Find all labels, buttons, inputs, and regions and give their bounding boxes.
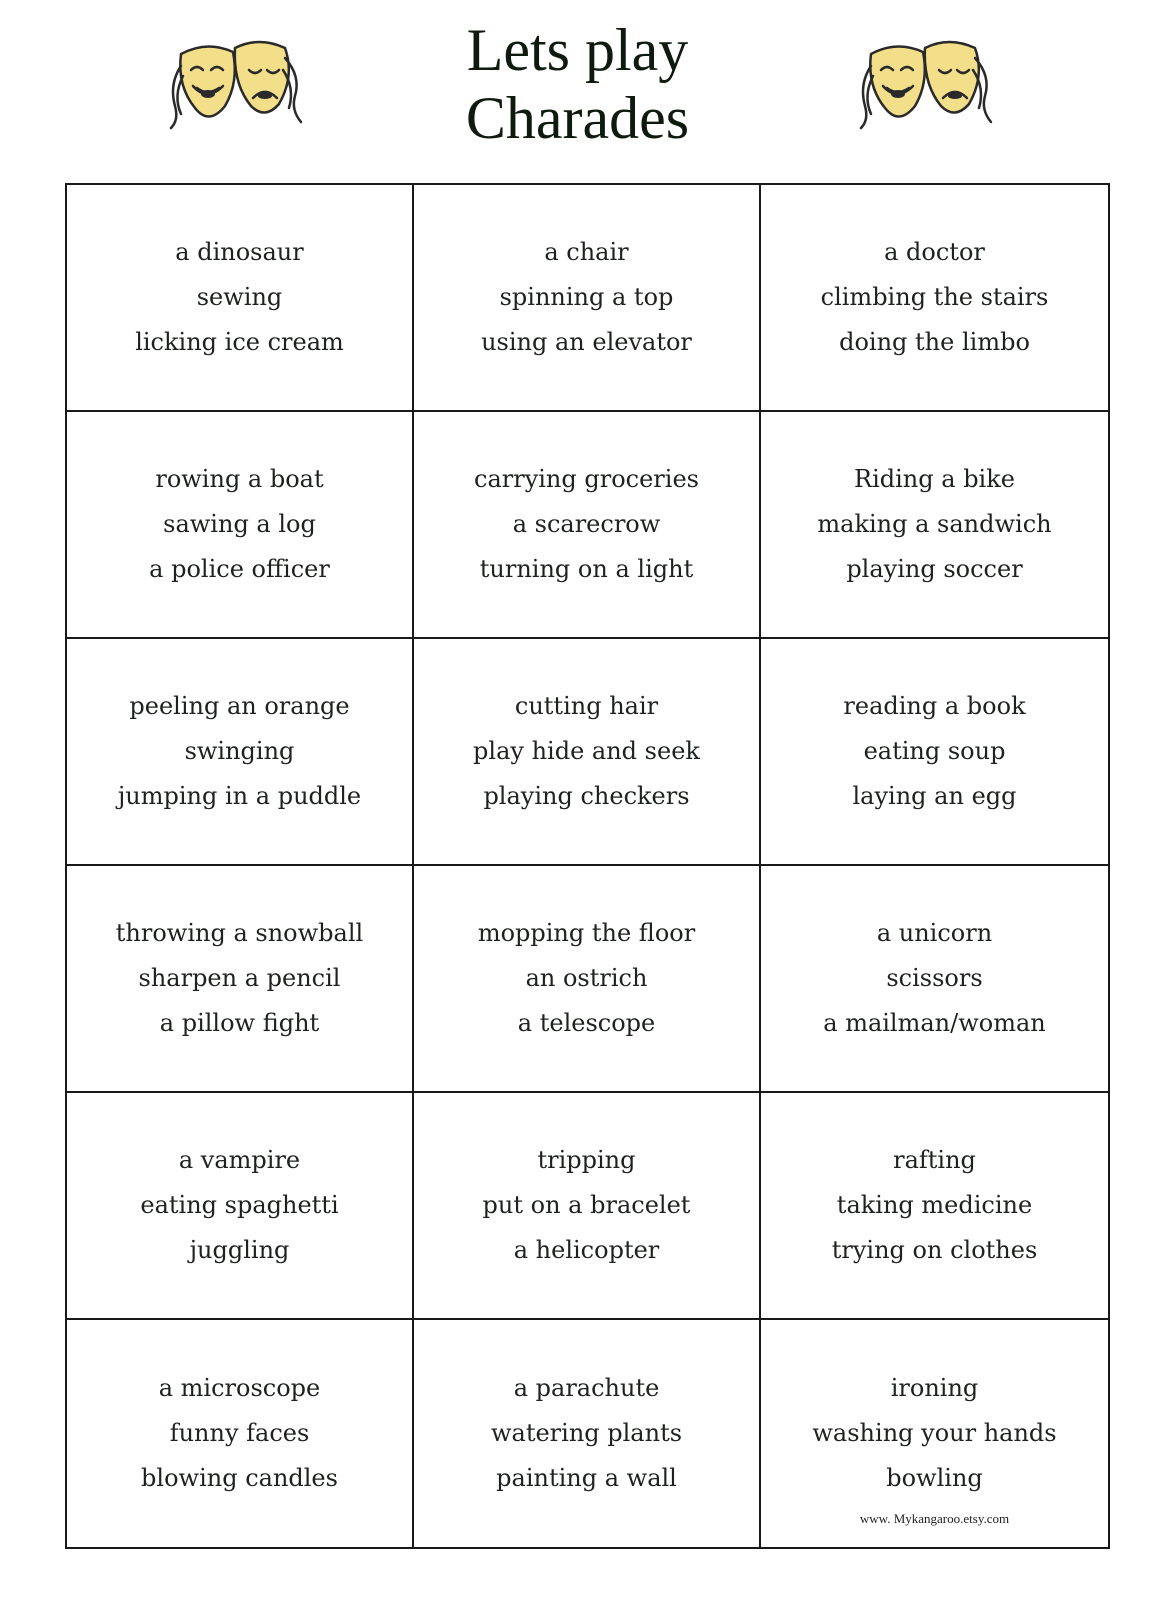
charade-phrase: playing checkers xyxy=(483,782,690,810)
charade-phrase: a chair xyxy=(544,238,629,266)
charade-phrase: put on a bracelet xyxy=(482,1191,691,1219)
charade-card xyxy=(761,412,1108,639)
charade-phrase: a mailman/woman xyxy=(823,1009,1046,1037)
charade-phrase: reading a book xyxy=(843,692,1026,720)
charade-card xyxy=(761,639,1108,866)
charade-phrase: carrying groceries xyxy=(474,465,699,493)
title-line-1: Lets play xyxy=(466,17,689,83)
charades-card-grid xyxy=(65,183,1110,1549)
charade-phrase: watering plants xyxy=(490,1419,683,1447)
charade-phrase: a microscope xyxy=(158,1374,321,1402)
charade-phrase: eating soup xyxy=(863,737,1006,765)
charade-card xyxy=(414,639,761,866)
charade-phrase: eating spaghetti xyxy=(140,1191,339,1219)
header xyxy=(0,0,1155,175)
charade-card xyxy=(414,412,761,639)
charade-card xyxy=(67,412,414,639)
charade-phrase: doing the limbo xyxy=(839,328,1030,356)
charade-phrase: using an elevator xyxy=(481,328,692,356)
charade-phrase: licking ice cream xyxy=(135,328,344,356)
charade-card xyxy=(761,1093,1108,1320)
charade-phrase: an ostrich xyxy=(525,964,648,992)
charade-phrase: swinging xyxy=(184,737,295,765)
charade-phrase: a doctor xyxy=(884,238,985,266)
charade-phrase: juggling xyxy=(189,1236,290,1264)
charade-phrase: peeling an orange xyxy=(129,692,350,720)
charade-phrase: funny faces xyxy=(169,1419,310,1447)
theater-masks-icon xyxy=(857,36,997,131)
charade-card xyxy=(67,1320,414,1547)
charade-phrase: blowing candles xyxy=(141,1464,338,1492)
charade-phrase: laying an egg xyxy=(852,782,1017,810)
title-line-2: Charades xyxy=(465,85,690,151)
charade-phrase: play hide and seek xyxy=(473,737,700,765)
charade-card xyxy=(761,185,1108,412)
charade-phrase: Riding a bike xyxy=(854,465,1015,493)
charade-phrase: tripping xyxy=(537,1146,636,1174)
charade-phrase: bowling xyxy=(886,1464,983,1492)
charade-phrase: a telescope xyxy=(517,1009,656,1037)
charade-phrase: throwing a snowball xyxy=(115,919,364,947)
charade-card xyxy=(414,1320,761,1547)
charade-phrase: a helicopter xyxy=(513,1236,660,1264)
charade-phrase: a dinosaur xyxy=(175,238,304,266)
charade-card xyxy=(414,866,761,1093)
charade-card xyxy=(761,866,1108,1093)
charade-phrase: sharpen a pencil xyxy=(138,964,341,992)
charade-card xyxy=(67,1093,414,1320)
charade-phrase: spinning a top xyxy=(499,283,674,311)
charade-phrase: turning on a light xyxy=(479,555,694,583)
charade-card xyxy=(414,185,761,412)
charade-phrase: rafting xyxy=(893,1146,976,1174)
charade-phrase: scissors xyxy=(886,964,983,992)
charade-phrase: cutting hair xyxy=(514,692,659,720)
charade-phrase: mopping the floor xyxy=(477,919,696,947)
charade-phrase: painting a wall xyxy=(496,1464,677,1492)
charade-phrase: taking medicine xyxy=(836,1191,1033,1219)
charade-card xyxy=(414,1093,761,1320)
charade-phrase: sewing xyxy=(196,283,283,311)
charade-phrase: ironing xyxy=(890,1374,979,1402)
charade-phrase: playing soccer xyxy=(846,555,1023,583)
charade-phrase: a police officer xyxy=(149,555,330,583)
charade-phrase: a scarecrow xyxy=(512,510,661,538)
charade-phrase: rowing a boat xyxy=(155,465,324,493)
charade-phrase: trying on clothes xyxy=(831,1236,1038,1264)
website-url: www. Mykangaroo.etsy.com xyxy=(859,1511,1010,1526)
charade-phrase: a pillow fight xyxy=(159,1009,320,1037)
charade-phrase: jumping in a puddle xyxy=(117,782,362,810)
charade-card xyxy=(67,866,414,1093)
charade-phrase: sawing a log xyxy=(163,510,316,538)
charade-phrase: climbing the stairs xyxy=(820,283,1049,311)
charade-card xyxy=(761,1320,1108,1547)
charade-phrase: making a sandwich xyxy=(817,510,1052,538)
charade-phrase: a unicorn xyxy=(876,919,993,947)
charade-card xyxy=(67,185,414,412)
charade-phrase: a parachute xyxy=(513,1374,660,1402)
charade-phrase: washing your hands xyxy=(812,1419,1057,1447)
charade-card xyxy=(67,639,414,866)
charade-phrase: a vampire xyxy=(178,1146,301,1174)
